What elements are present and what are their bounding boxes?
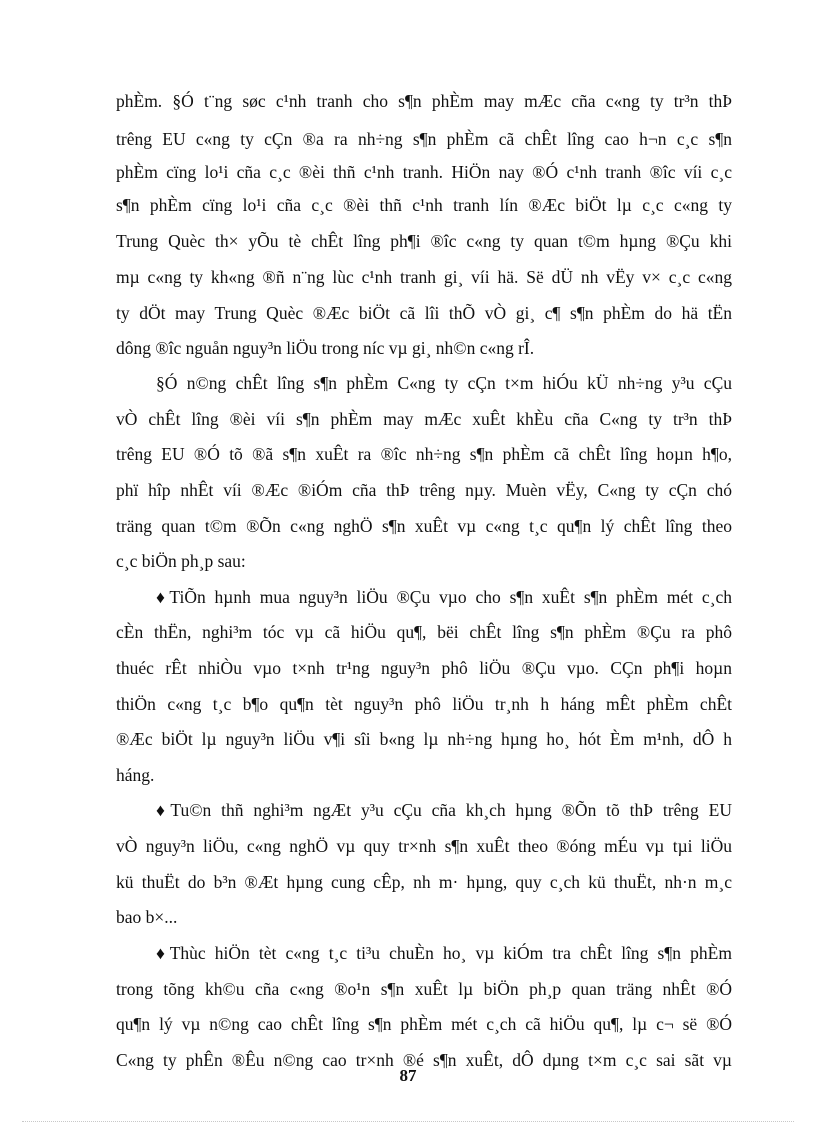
text-line: cÈn thËn, nghi³m tóc vµ cã hiÖu qu¶, bëi chÊt lîng s¶n phÈm ®Çu ra phô (116, 622, 732, 642)
text-line: bao b×... (116, 907, 178, 927)
text-line: trêng EU ®Ó tõ ®ã s¶n xuÊt ra ®îc nh÷ng s¶n phÈm cã chÊt lîng hoµn h¶o, (116, 444, 732, 464)
text-line: Trung Quèc th× yÕu tè chÊt lîng ph¶i ®îc c«ng ty quan t©m hµng ®Çu khi (116, 231, 732, 251)
page-bottom-divider (22, 1121, 794, 1122)
text-line: c¸c biÖn ph¸p sau: (116, 551, 246, 571)
bullet-item-first-line: ♦Tu©n thñ nghi³m ngÆt y³u cÇu cña kh¸ch hµng ®Õn tõ thÞ trêng EU (156, 800, 732, 820)
text-line: vÒ nguy³n liÖu, c«ng nghÖ vµ quy tr×nh s¶n xuÊt theo ®óng mÉu vµ tµi liÖu (116, 836, 732, 856)
text-line: kü thuËt do b³n ®Æt hµng cung cÊp, nh m· hµng, quy c¸ch kü thuËt, nh·n m¸c (116, 872, 732, 892)
text-line: träng quan t©m ®Õn c«ng nghÖ s¶n xuÊt vµ c«ng t¸c qu¶n lý chÊt lîng theo (116, 516, 732, 536)
text-line: s¶n phÈm cïng lo¹i cña c¸c ®èi thñ c¹nh tranh lín ®Æc biÖt lµ c¸c c«ng ty (116, 195, 732, 215)
text-line: phï hîp nhÊt víi ®Æc ®iÓm cña thÞ trêng nµy. Muèn vËy, C«ng ty cÇn chó (116, 480, 732, 500)
text-line: phÈm. §Ó t¨ng søc c¹nh tranh cho s¶n phÈm may mÆc cña c«ng ty tr³n thÞ (116, 91, 732, 111)
text-line: ty dÖt may Trung Quèc ®Æc biÖt cã lîi thÕ vÒ gi¸ c¶ s¶n phÈm do hä tËn (116, 303, 732, 323)
text-line: mµ c«ng ty kh«ng ®ñ n¨ng lùc c¹nh tranh gi¸ víi hä. Së dÜ nh vËy v× c¸c c«ng (116, 267, 732, 287)
paragraph-first-line: §Ó n©ng chÊt lîng s¶n phÈm C«ng ty cÇn t×m hiÓu kÜ nh÷ng y³u cÇu (156, 373, 732, 393)
text-line: qu¶n lý vµ n©ng cao chÊt lîng s¶n phÈm mét c¸ch cã hiÖu qu¶, lµ c¬ së ®Ó (116, 1014, 732, 1034)
text-line: dông ®îc nguån nguy³n liÖu trong níc vµ gi¸ nh©n c«ng rÎ. (116, 338, 535, 358)
page-number: 87 (399, 1066, 417, 1085)
text-line: ®Æc biÖt lµ nguy³n liÖu v¶i sîi b«ng lµ nh÷ng hµng ho¸ hót Èm m¹nh, dÔ h (116, 729, 732, 749)
text-line: vÒ chÊt lîng ®èi víi s¶n phÈm may mÆc xuÊt khÈu cña C«ng ty tr³n thÞ (116, 409, 732, 429)
text-line: trong tõng kh©u cña c«ng ®o¹n s¶n xuÊt lµ biÖn ph¸p quan träng nhÊt ®Ó (116, 979, 732, 999)
bullet-item-first-line: ♦Thùc hiÖn tèt c«ng t¸c ti³u chuÈn ho¸ vµ kiÓm tra chÊt lîng s¶n phÈm (156, 943, 732, 963)
text-line: háng. (116, 765, 155, 785)
bullet-item-first-line: ♦TiÕn hµnh mua nguy³n liÖu ®Çu vµo cho s¶n xuÊt s¶n phÈm mét c¸ch (156, 587, 732, 607)
text-line: C«ng ty phÊn ®Êu n©ng cao tr×nh ®é s¶n xuÊt, dÔ dµng t×m c¸c sai sãt vµ (116, 1050, 732, 1070)
text-line: phÈm cïng lo¹i cña c¸c ®èi thñ c¹nh tranh. HiÖn nay ®Ó c¹nh tranh ®îc víi c¸c (116, 162, 732, 182)
text-line: thuéc rÊt nhiÒu vµo t×nh tr¹ng nguy³n phô liÖu ®Çu vµo. CÇn ph¶i hoµn (116, 658, 732, 678)
text-line: trêng EU c«ng ty cÇn ®a ra nh÷ng s¶n phÈm cã chÊt lîng cao h¬n c¸c s¶n (116, 129, 732, 149)
text-line: thiÖn c«ng t¸c b¶o qu¶n tèt nguy³n phô liÖu tr¸nh h háng mÊt phÈm chÊt (116, 694, 732, 714)
